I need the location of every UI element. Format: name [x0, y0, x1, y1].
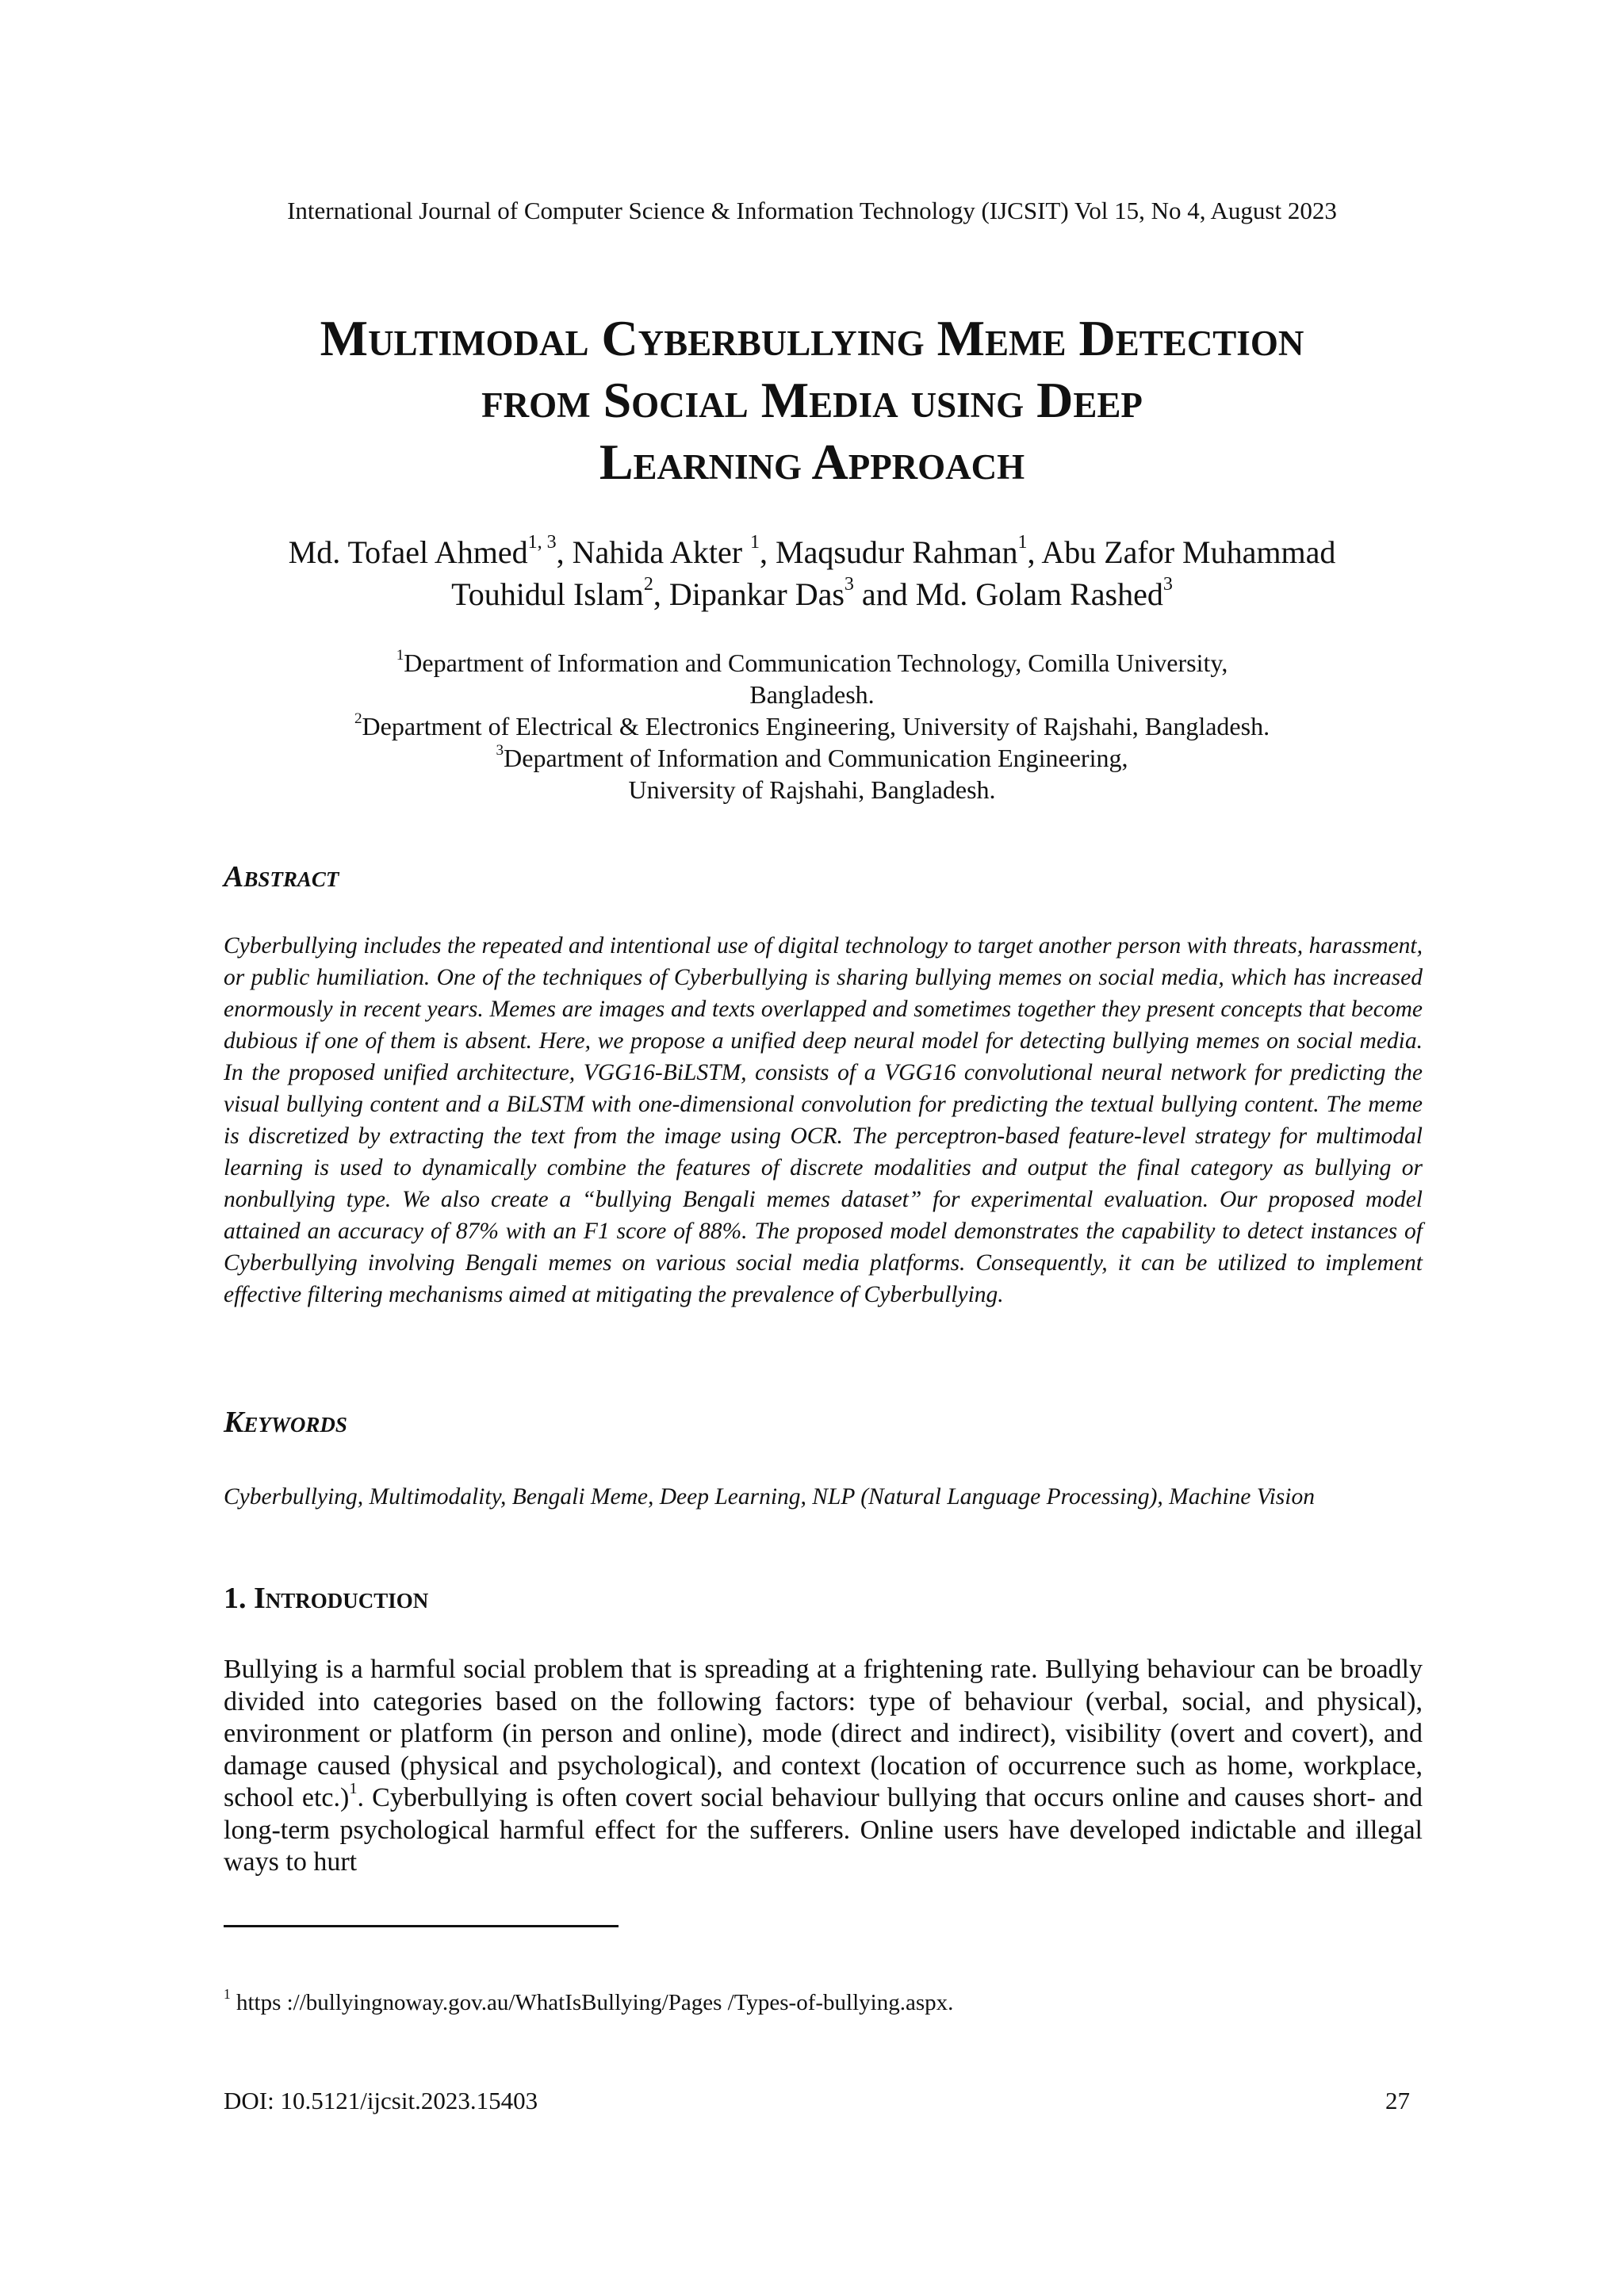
author-line-2: [151, 573, 1473, 615]
affiliation-3: $^3$Department of Information and Communication Engineering,: [496, 741, 1128, 772]
title-line-1: Multimodal Cyberbullying Meme Detection: [320, 310, 1304, 366]
title-line-2: from Social Media using Deep: [481, 372, 1143, 428]
footnote: [224, 1987, 953, 2019]
affiliation-2: $^2$Department of Electrical & Electronics Engineering, University of Rajshahi, Bangladesh.: [354, 710, 1270, 740]
affiliations: [238, 647, 1386, 806]
author-affil-mark: 3: [844, 573, 854, 595]
author-affil-mark: 3: [1162, 573, 1173, 595]
affiliation-mark: 2: [354, 710, 362, 727]
author-name: , Abu Zafor Muhammad: [1027, 534, 1336, 570]
section-title: Introduction: [254, 1582, 429, 1615]
keywords-heading: Keywords: [224, 1406, 347, 1439]
section-number: 1.: [224, 1582, 254, 1615]
affiliation-3-cont: University of Rajshahi, Bangladesh.: [628, 775, 996, 804]
author-name: and Md. Golam Rashed: [853, 576, 1163, 612]
author-affil-mark: 1: [1017, 531, 1028, 553]
footnote-divider: [224, 1925, 619, 1927]
author-name: , Maqsudur Rahman: [760, 534, 1018, 570]
abstract-heading: Abstract: [224, 860, 339, 894]
abstract-text: Cyberbullying includes the repeated and intentional use of digital technology to target another person with threats, harassment, or public humiliation. One of the techniques of Cyberbullying is sharing bullying memes on social media, which has increased enormously in recent years. Memes are images and texts overlapped and sometimes together they present concepts that become dubious if one of them is absent. Here, we propose a unified deep neural model for detecting bullying memes on social media. In the proposed unified architecture, VGG16-BiLSTM, consists of a VGG16 convolutional neural network for predicting the visual bullying content and a BiLSTM with one-dimensional convolution for predicting the textual bullying content. The meme is discretized by extracting the text from the image using OCR. The perceptron-based feature-level strategy for multimodal learning is used to dynamically combine the features of discrete modalities and output the final category as bullying or nonbullying type. We also create a “bullying Bengali memes dataset” for experimental evaluation. Our proposed model attained an accuracy of 87% with an F1 score of 88%. The proposed model demonstrates the capability to detect instances of Cyberbullying involving Bengali memes on various social media platforms. Consequently, it can be utilized to implement effective filtering mechanisms aimed at mitigating the prevalence of Cyberbullying.: [224, 933, 1423, 1307]
author-affil-mark: 1, 3: [527, 531, 557, 553]
author-name: Touhidul Islam: [451, 576, 644, 612]
page-number: 27: [1385, 2087, 1410, 2114]
author-affil-mark: 2: [643, 573, 653, 595]
author-name: Md. Tofael Ahmed: [288, 534, 528, 570]
running-header: International Journal of Computer Science & Information Technology (IJCSIT) Vol 15, No 4, August 2023: [287, 197, 1337, 224]
keywords-text: Cyberbullying, Multimodality, Bengali Meme, Deep Learning, NLP (Natural Language Processing), Machine Vision: [224, 1484, 1315, 1510]
footnote-reference[interactable]: 1: [349, 1779, 358, 1797]
author-name: , Dipankar Das: [653, 576, 845, 612]
affiliation-1: $^1$Department of Information and Communication Technology, Comilla University,: [396, 646, 1228, 677]
affiliation-mark: 1: [396, 646, 404, 664]
author-line-1: [151, 531, 1473, 573]
affiliation-mark: 3: [496, 741, 504, 759]
title-line-3: Learning Approach: [599, 434, 1025, 490]
introduction-paragraph: Bullying is a harmful social problem that is spreading at a frightening rate. Bullying behaviour can be broadly divided into categories based on the following factors: type of behaviour (verbal, social, and physical), environment or platform (in person and online), mode (direct and indirect), visibility (overt and covert), and damage caused (physical and psychological), and context (location of occurrence such as home, workplace, school etc.)$^1$. Cyberbullying is often covert social behaviour bullying that occurs online and causes short- and long-term psychological harmful effect for the sufferers. Online users have developed indictable and illegal ways to hurt: [224, 1655, 1423, 1877]
footnote-marker: 1: [224, 1985, 231, 2002]
author-list: [151, 531, 1473, 615]
affiliation-1-cont: Bangladesh.: [749, 680, 875, 709]
footnote-link[interactable]: https ://bullyingnoway.gov.au/WhatIsBullying/Pages /Types-of-bullying.aspx.: [230, 1990, 954, 2015]
doi: DOI: 10.5121/ijcsit.2023.15403: [224, 2087, 538, 2114]
paper-title: [159, 308, 1465, 493]
author-affil-mark: 1: [750, 531, 760, 553]
author-name: , Nahida Akter: [556, 534, 751, 570]
introduction-heading: [224, 1581, 428, 1618]
